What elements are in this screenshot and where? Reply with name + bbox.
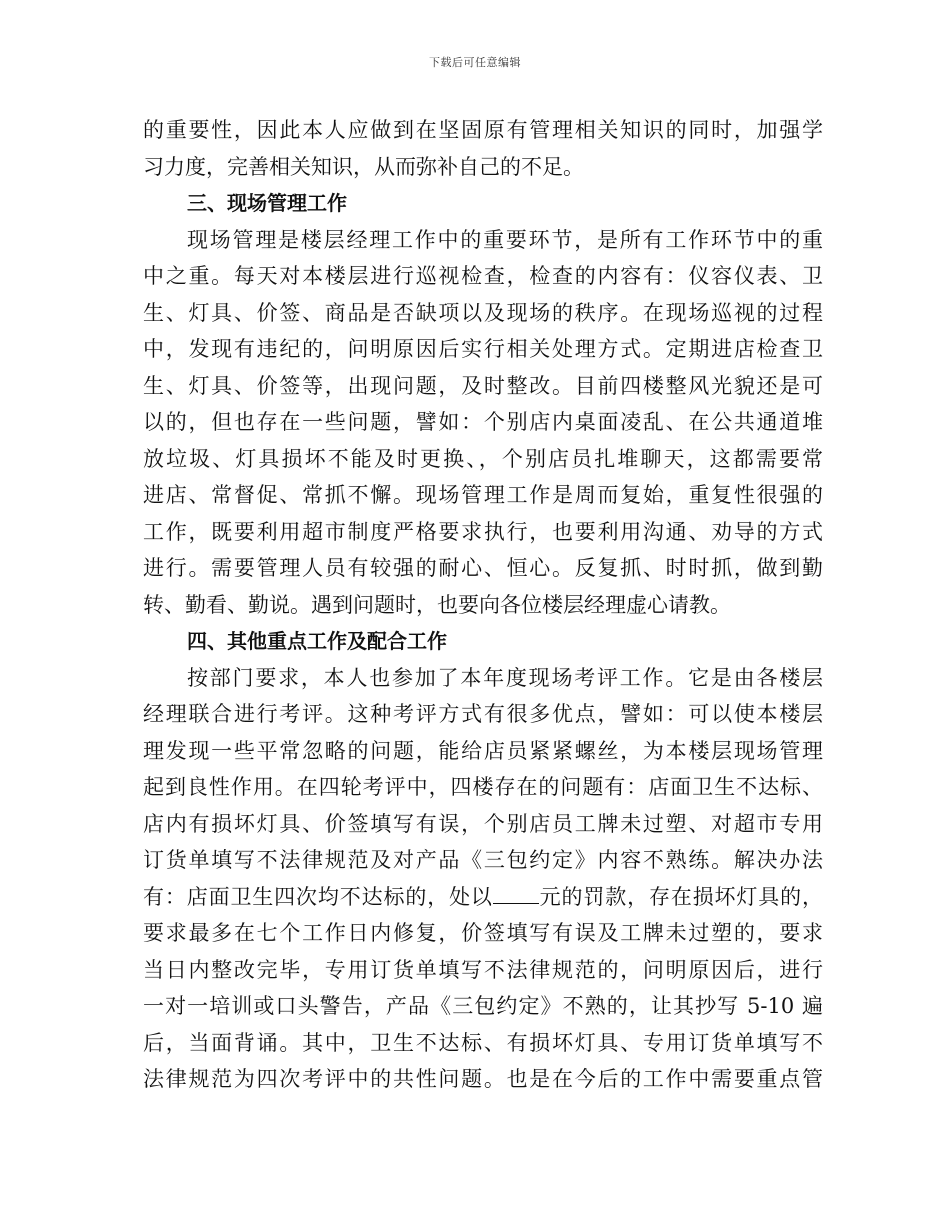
body-line-part: 有：店面卫生四次均不达标的，处以 [143, 884, 493, 909]
body-line: 进店、常督促、常抓不懈。现场管理工作是周而复始，重复性很强的 [143, 483, 823, 507]
body-line: 中，发现有违纪的，问明原因后实行相关处理方式。定期进店检查卫 [143, 337, 823, 361]
body-line: 一对一培训或口头警告，产品《三包约定》不熟的，让其抄写 5-10 遍 [143, 994, 823, 1018]
body-line: 要求最多在七个工作日内修复，价签填写有误及工牌未过塑的，要求 [143, 921, 823, 945]
body-line: 以的，但也存在一些问题，譬如：个别店内桌面凌乱、在公共通道堆 [143, 410, 823, 434]
body-line: 放垃圾、灯具损坏不能及时更换、，个别店员扎堆聊天，这都需要常 [143, 446, 823, 471]
body-line-with-blank [143, 879, 823, 916]
body-line: 后，当面背诵。其中，卫生不达标、有损坏灯具、专用订货单填写不 [143, 1030, 823, 1055]
body-line: 经理联合进行考评。这种考评方式有很多优点，譬如：可以使本楼层 [143, 702, 823, 726]
body-line: 进行。需要管理人员有较强的耐心、恒心。反复抓、时时抓，做到勤 [143, 556, 823, 580]
section-heading: 三、现场管理工作 [187, 191, 347, 215]
section-heading: 四、其他重点工作及配合工作 [187, 629, 447, 653]
body-line: 当日内整改完毕，专用订货单填写不法律规范的，问明原因后，进行 [143, 957, 823, 982]
body-line: 转、勤看、勤说。遇到问题时，也要向各位楼层经理虚心请教。 [143, 592, 731, 617]
body-line: 的重要性，因此本人应做到在坚固原有管理相关知识的同时，加强学 [143, 118, 823, 142]
body-line: 生、灯具、价签等，出现问题，及时整改。目前四楼整风光貌还是可 [143, 373, 823, 398]
body-line-part: 元的罚款，存在损坏灯具的， [538, 884, 824, 909]
page-header: 下载后可任意编辑 [429, 56, 521, 69]
body-line: 法律规范为四次考评中的共性问题。也是在今后的工作中需要重点管 [143, 1067, 823, 1091]
body-line: 理发现一些平常忽略的问题，能给店员紧紧螺丝，为本楼层现场管理 [143, 738, 823, 763]
fill-in-blank [493, 883, 539, 904]
body-line: 店内有损坏灯具、价签填写有误，个别店员工牌未过塑、对超市专用 [143, 811, 823, 836]
body-line: 订货单填写不法律规范及对产品《三包约定》内容不熟练。解决办法 [143, 848, 823, 872]
body-line: 生、灯具、价签、商品是否缺项以及现场的秩序。在现场巡视的过程 [143, 300, 823, 325]
document-body [143, 112, 823, 1098]
body-line: 按部门要求，本人也参加了本年度现场考评工作。它是由各楼层 [187, 665, 823, 690]
body-line: 起到良性作用。在四轮考评中，四楼存在的问题有：店面卫生不达标、 [143, 775, 823, 799]
body-line: 现场管理是楼层经理工作中的重要环节，是所有工作环节中的重 [187, 227, 823, 252]
body-line: 工作，既要利用超市制度严格要求执行，也要利用沟通、劝导的方式 [143, 519, 823, 544]
body-line: 中之重。每天对本楼层进行巡视检查，检查的内容有：仪容仪表、卫 [143, 264, 823, 288]
body-line: 习力度，完善相关知识，从而弥补自己的不足。 [143, 154, 584, 179]
